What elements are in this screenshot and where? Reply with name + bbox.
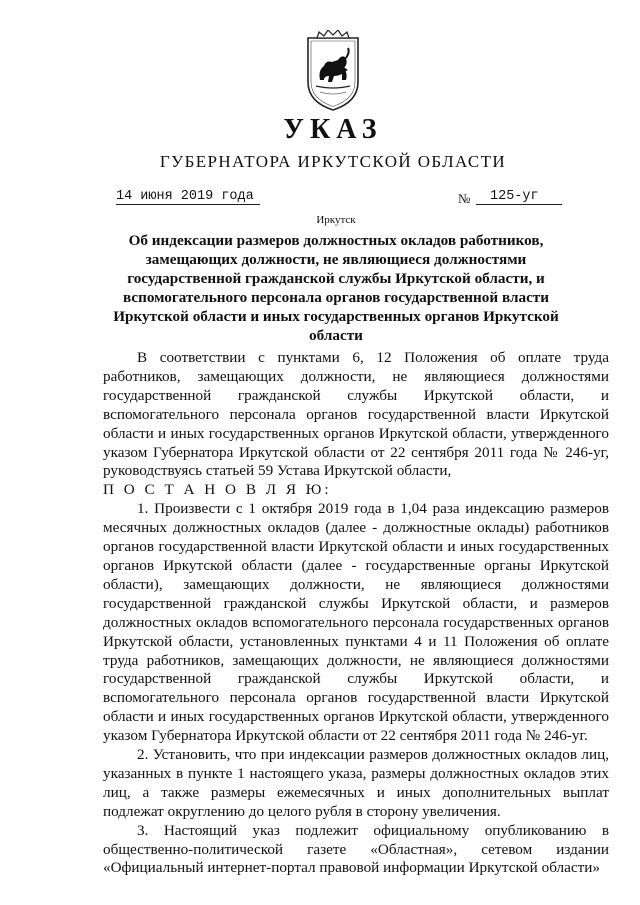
preamble-paragraph: В соответствии с пунктами 6, 12 Положения об оплате труда работников, замещающих должности, не являющиеся должностями государственной гражданской службы Иркутской области, и вспомогательного персонала органов государственной власти Иркутской области и иных государственных органов Иркутской области, утвержденного указом Губернатора Иркутской области от 22 сентября 2011 года № 246-уг, руководствуясь статьей 59 Устава Иркутской области, <box>103 349 609 480</box>
decree-date: 14 июня 2019 года <box>116 189 260 205</box>
item-3-paragraph: 3. Настоящий указ подлежит официальному опубликованию в общественно-политической газете «Областная», сетевом издании «Официальный интернет-портал правовой информации Иркутской области» <box>103 821 609 877</box>
item-2-paragraph: 2. Установить, что при индексации размеров должностных окладов лиц, указанных в пункте 1 настоящего указа, размеры должностных окладов этих лиц, а также размеры ежемесячных и иных дополнительных выплат подлежат округлению до целого рубля в сторону увеличения. <box>103 746 609 820</box>
number-label: № <box>458 191 471 206</box>
city: Иркутск <box>316 214 356 226</box>
item-1-paragraph: 1. Произвести с 1 октября 2019 года в 1,04 раза индексацию размеров месячных должностных окладов (далее - должностные оклады) работников органов государственной власти Иркутской области и иных государственных органов Иркутской области (далее - государственные органы Иркутской области), замещающих должности, не являющиеся должностями государственной гражданской службы Иркутской области, и размеров должностных окладов вспомогательного персонала государственных органов Иркутской области, установленных пунктами 4 и 11 Положения об оплате труда работников, замещающих должности, не являющиеся должностями государственной гражданской службы Иркутской области, и вспомогательного персонала органов государственной власти Иркутской области и иных государственных органов Иркутской области, утвержденного указом Губернатора Иркутской области от 22 сентября 2011 года № 246-уг. <box>103 500 609 745</box>
decree-operative-word: П О С Т А Н О В Л Я Ю: <box>103 481 332 499</box>
decree-heading: Об индексации размеров должностных окладов работников, замещающих должности, не являющиеся должностями государственной гражданской службы Иркутской области, и вспомогательного персонала органов государственной власти Иркутской области и иных государственных органов Иркутской области <box>113 232 559 344</box>
decree-body <box>103 349 609 878</box>
date-number-row <box>116 189 576 211</box>
decree-number: 125-уг <box>476 189 562 205</box>
irkutsk-coat-of-arms-icon <box>302 30 364 114</box>
issuing-authority: ГУБЕРНАТОРА ИРКУТСКОЙ ОБЛАСТИ <box>159 152 507 171</box>
decree-title: УКАЗ <box>283 114 383 145</box>
